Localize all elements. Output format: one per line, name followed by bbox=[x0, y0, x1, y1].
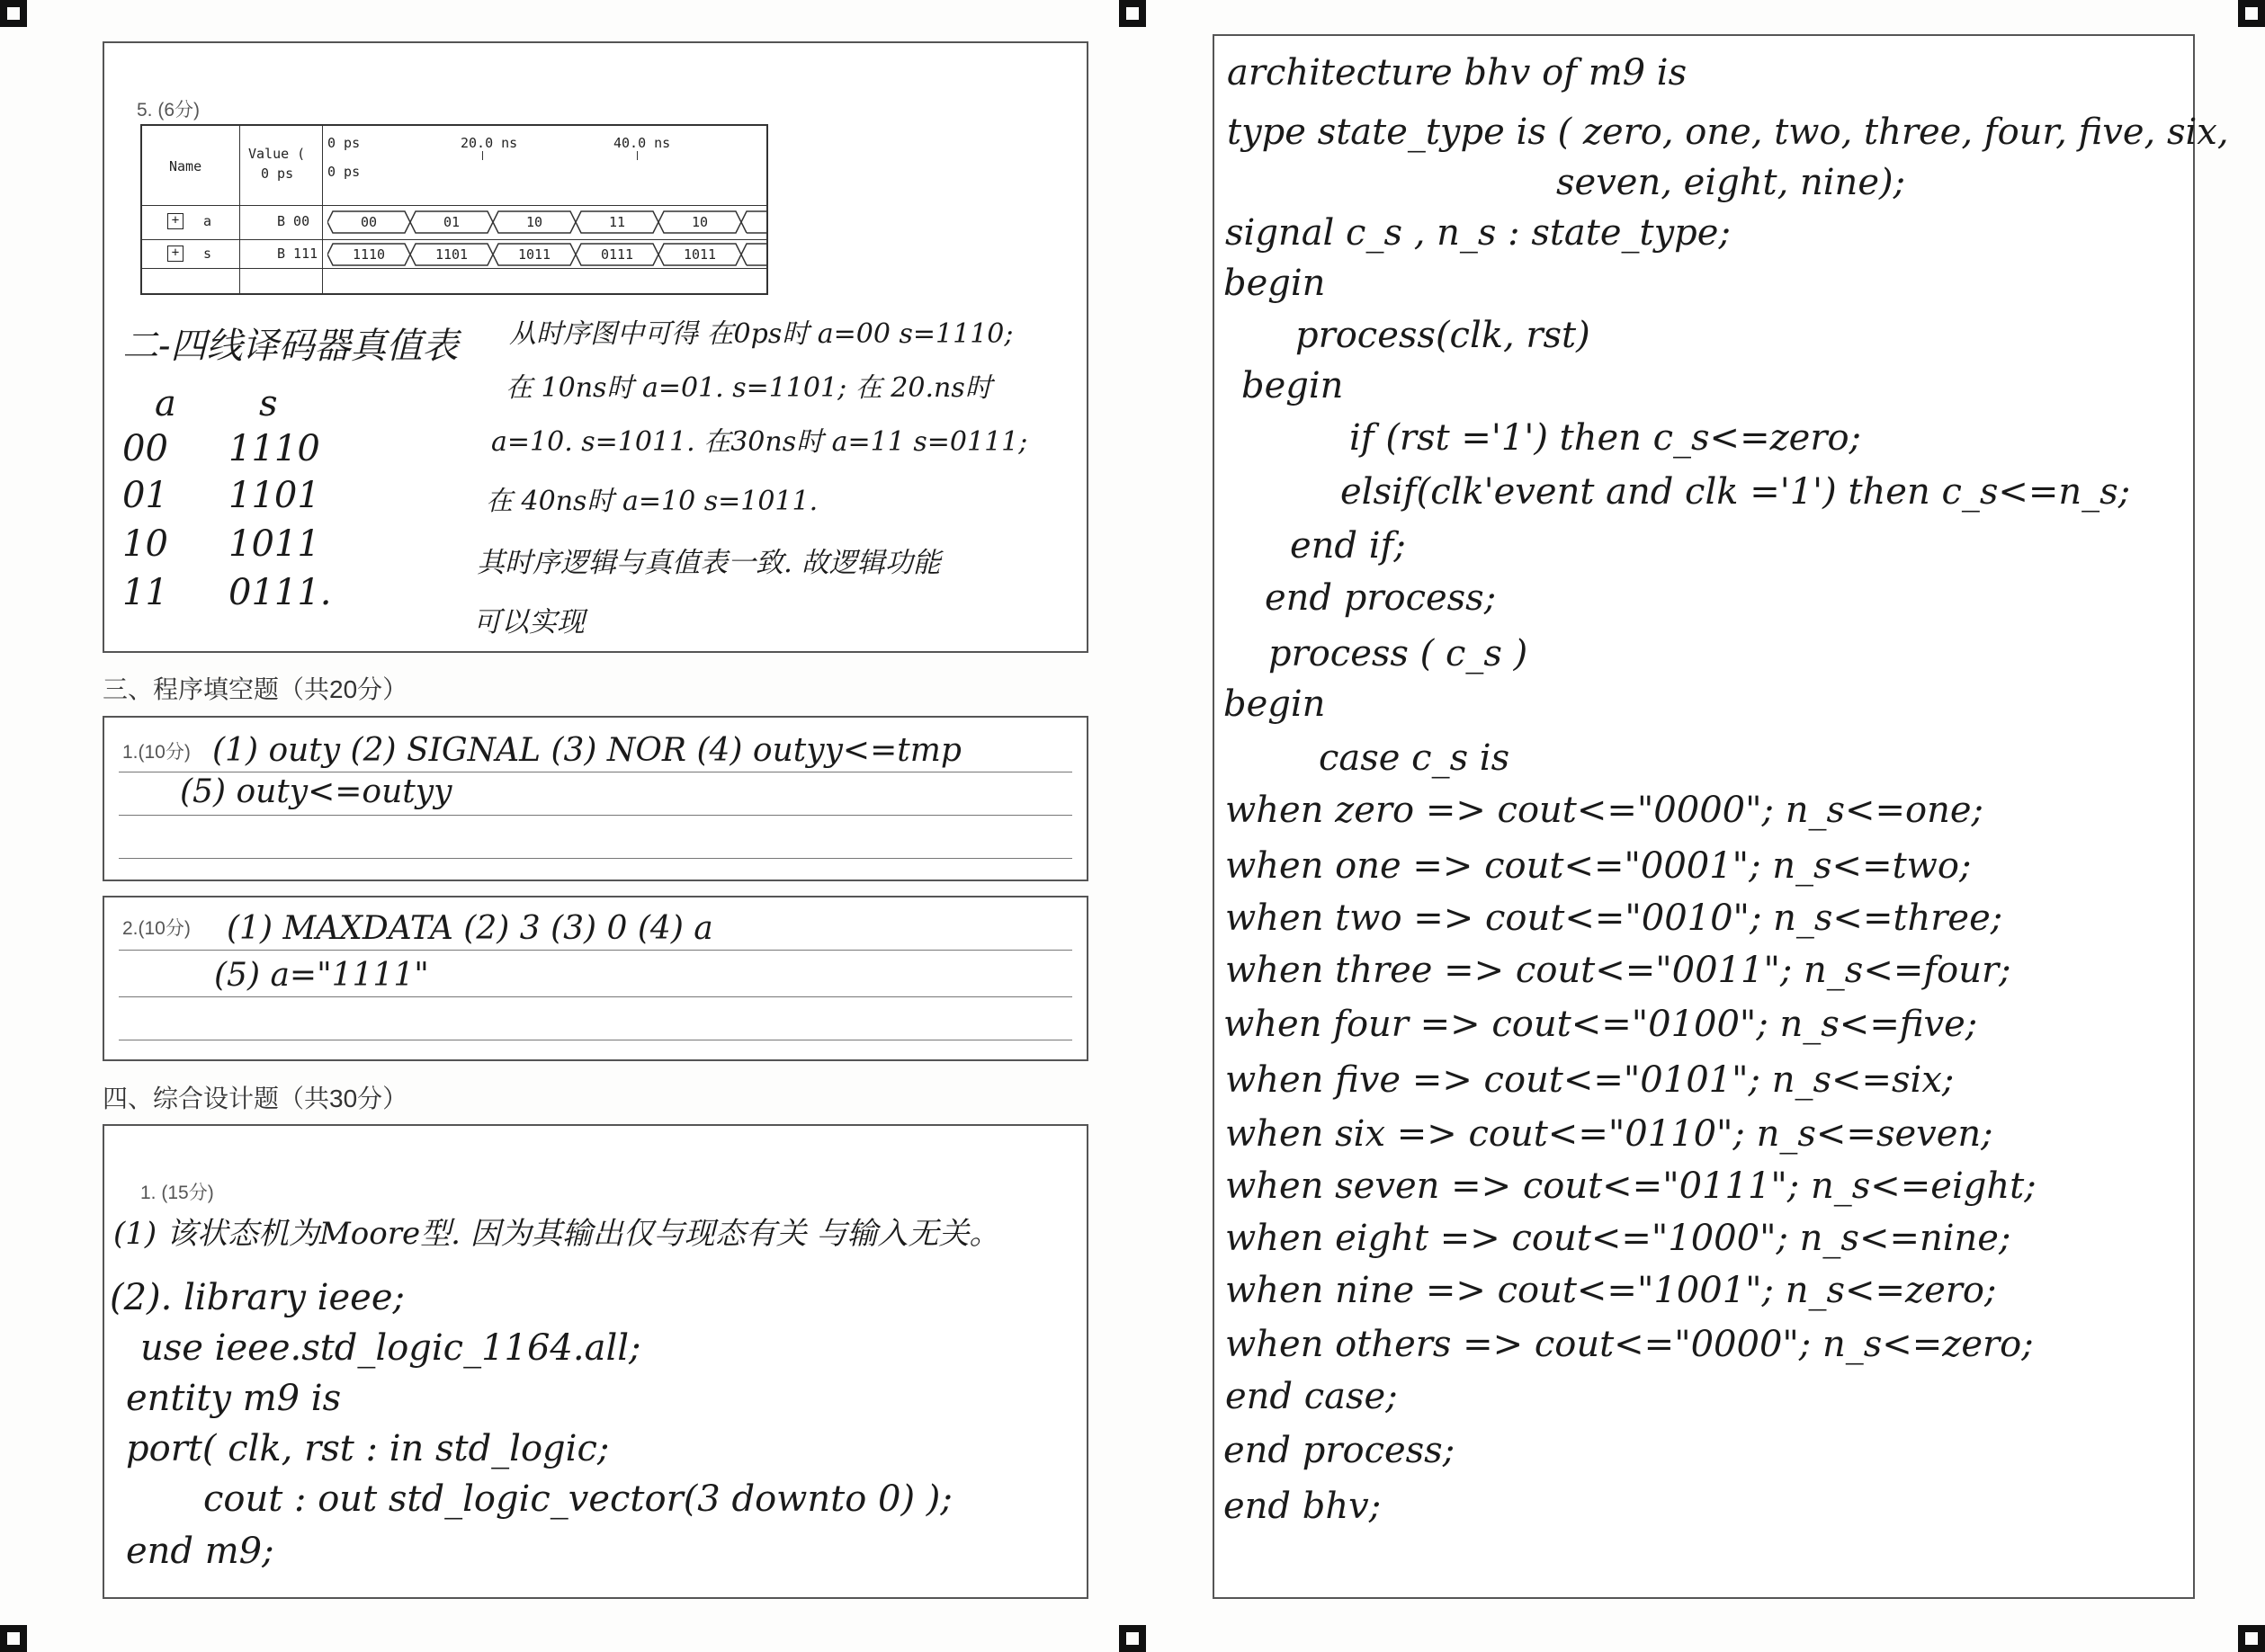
code-line: when others => cout<="0000"; n_s<=zero; bbox=[1225, 1324, 2034, 1365]
code-line: when four => cout<="0100"; n_s<=five; bbox=[1223, 1004, 1978, 1045]
section-3-q1-label: 1.(10分) bbox=[122, 742, 191, 763]
waveform-time-40: 40.0 ns bbox=[613, 135, 671, 151]
section-3-q2-answer-line-1: (1) MAXDATA (2) 3 (3) 0 (4) a bbox=[227, 910, 713, 947]
expand-icon[interactable]: + bbox=[167, 246, 184, 262]
code-line: begin bbox=[1223, 263, 1326, 304]
code-line: end m9; bbox=[126, 1531, 274, 1572]
section-4-q1-answer-1: (1) 该状态机为Moore型. 因为其输出仅与现态有关 与输入无关。 bbox=[113, 1216, 1000, 1252]
code-line: when one => cout<="0001"; n_s<=two; bbox=[1225, 845, 1972, 887]
analysis-line: a=10. s=1011. 在30ns时 a=11 s=0111; bbox=[491, 426, 1028, 458]
code-line: signal c_s , n_s : state_type; bbox=[1225, 212, 1731, 254]
waveform-segment-tail bbox=[741, 210, 768, 234]
waveform-segment-value: 00 bbox=[360, 214, 378, 230]
code-line: begin bbox=[1223, 683, 1326, 725]
waveform-segment-value: 1011 bbox=[517, 246, 551, 263]
code-line: seven, eight, nine); bbox=[1556, 162, 1906, 203]
signal-s-value: B 111 bbox=[277, 246, 318, 262]
section-4-title: 四、综合设计题（共30分） bbox=[103, 1085, 408, 1112]
waveform-segment bbox=[327, 243, 410, 266]
waveform-segment bbox=[327, 210, 410, 234]
question-5-panel bbox=[103, 41, 1088, 653]
code-line: begin bbox=[1241, 365, 1344, 406]
waveform-segment bbox=[410, 210, 493, 234]
code-line: when five => cout<="0101"; n_s<=six; bbox=[1225, 1059, 1955, 1101]
code-line: if (rst ='1') then c_s<=zero; bbox=[1349, 417, 1862, 459]
analysis-line: 在 10ns时 a=01. s=1101; 在 20.ns时 bbox=[506, 372, 992, 404]
signal-s-name: s bbox=[203, 246, 212, 262]
code-line: architecture bhv of m9 is bbox=[1227, 52, 1688, 94]
waveform-figure bbox=[140, 124, 768, 295]
waveform-segment-value: 1011 bbox=[683, 246, 717, 263]
truth-table-cell: 1011 bbox=[228, 523, 320, 565]
waveform-segment bbox=[410, 243, 493, 266]
waveform-value-header: Value ( bbox=[248, 146, 306, 162]
code-line: when nine => cout<="1001"; n_s<=zero; bbox=[1225, 1270, 1997, 1311]
signal-a-name: a bbox=[203, 213, 212, 229]
analysis-line: 在 40ns时 a=10 s=1011. bbox=[486, 486, 819, 517]
truth-table-cell: 11 bbox=[122, 572, 168, 613]
code-line: end case; bbox=[1225, 1376, 1398, 1417]
code-line: when eight => cout<="1000"; n_s<=nine; bbox=[1225, 1218, 2011, 1259]
section-4-question-1-panel bbox=[103, 1124, 1088, 1599]
waveform-segment-tail bbox=[741, 243, 768, 266]
code-line: when zero => cout<="0000"; n_s<=one; bbox=[1225, 790, 1984, 831]
analysis-line: 可以实现 bbox=[473, 606, 585, 638]
code-line: end if; bbox=[1290, 525, 1406, 567]
waveform-segment-value: 10 bbox=[525, 214, 543, 230]
code-answer-panel bbox=[1213, 34, 2229, 1599]
code-line: when three => cout<="0011"; n_s<=four; bbox=[1225, 950, 2011, 991]
truth-table-cell: 0111. bbox=[228, 572, 332, 613]
signal-a-value: B 00 bbox=[277, 213, 310, 229]
waveform-segment-value: 1101 bbox=[434, 246, 469, 263]
code-line: entity m9 is bbox=[126, 1378, 342, 1419]
section-3-q1-answer-line-2: (5) outy<=outyy bbox=[180, 773, 452, 810]
section-3-question-2-panel bbox=[103, 896, 1088, 1061]
waveform-segment bbox=[658, 210, 741, 234]
section-3-question-1-panel bbox=[103, 716, 1088, 881]
waveform-time-0: 0 ps bbox=[327, 135, 361, 151]
code-line: when two => cout<="0010"; n_s<=three; bbox=[1225, 897, 2003, 939]
truth-table-cell: 00 bbox=[122, 428, 168, 469]
question-5-label: 5. (6分) bbox=[137, 100, 201, 121]
waveform-segment-value: 11 bbox=[608, 214, 626, 230]
expand-icon[interactable]: + bbox=[167, 213, 184, 229]
code-line: process(clk, rst) bbox=[1295, 315, 1590, 356]
right-page bbox=[1124, 0, 2265, 1652]
waveform-time-20: 20.0 ns bbox=[461, 135, 518, 151]
section-3-q2-label: 2.(10分) bbox=[122, 918, 191, 939]
waveform-segment bbox=[658, 243, 741, 266]
code-line: (2). library ieee; bbox=[110, 1277, 405, 1318]
truth-table-cell: 1110 bbox=[228, 428, 320, 469]
code-line: end process; bbox=[1223, 1430, 1455, 1471]
truth-table-cell: 1101 bbox=[228, 475, 320, 516]
waveform-segment bbox=[493, 210, 576, 234]
code-line: end process; bbox=[1265, 577, 1497, 619]
waveform-segment-value: 01 bbox=[443, 214, 461, 230]
code-line: use ieee.std_logic_1164.all; bbox=[140, 1327, 641, 1369]
waveform-segment bbox=[493, 243, 576, 266]
section-4-q1-label: 1. (15分) bbox=[140, 1183, 214, 1203]
waveform-segment bbox=[576, 210, 658, 234]
code-line: elsif(clk'event and clk ='1') then c_s<=n_s; bbox=[1340, 471, 2131, 513]
waveform-value-subheader: 0 ps bbox=[261, 165, 294, 182]
waveform-segment bbox=[576, 243, 658, 266]
section-3-q2-answer-line-2: (5) a="1111" bbox=[214, 957, 429, 994]
truth-table-header-a: a bbox=[155, 383, 176, 424]
truth-table-title: 二-四线译码器真值表 bbox=[122, 326, 459, 367]
waveform-segment-value: 1110 bbox=[352, 246, 386, 263]
waveform-segment-value: 0111 bbox=[600, 246, 634, 263]
code-line: end bhv; bbox=[1223, 1486, 1382, 1527]
code-line: cout : out std_logic_vector(3 downto 0) ); bbox=[203, 1478, 953, 1520]
analysis-line: 从时序图中可得 在0ps时 a=00 s=1110; bbox=[509, 318, 1014, 350]
waveform-name-header: Name bbox=[169, 158, 202, 174]
truth-table-header-s: s bbox=[259, 383, 278, 424]
left-page bbox=[0, 0, 1124, 1652]
waveform-time-row2: 0 ps bbox=[327, 164, 361, 180]
truth-table-cell: 10 bbox=[122, 523, 168, 565]
truth-table-cell: 01 bbox=[122, 475, 168, 516]
code-line: when six => cout<="0110"; n_s<=seven; bbox=[1225, 1113, 1993, 1155]
waveform-segment-value: 10 bbox=[691, 214, 709, 230]
analysis-line: 其时序逻辑与真值表一致. 故逻辑功能 bbox=[477, 547, 941, 579]
code-line: case c_s is bbox=[1319, 737, 1510, 779]
section-3-title: 三、程序填空题（共20分） bbox=[103, 675, 408, 703]
code-line: type state_type is ( zero, one, two, three, four, five, six, bbox=[1227, 112, 2229, 153]
code-line: process ( c_s ) bbox=[1268, 633, 1528, 674]
code-line: when seven => cout<="0111"; n_s<=eight; bbox=[1225, 1165, 2037, 1207]
code-line: port( clk, rst : in std_logic; bbox=[126, 1428, 610, 1469]
section-3-q1-answer-line-1: (1) outy (2) SIGNAL (3) NOR (4) outyy<=tmp bbox=[212, 732, 962, 769]
